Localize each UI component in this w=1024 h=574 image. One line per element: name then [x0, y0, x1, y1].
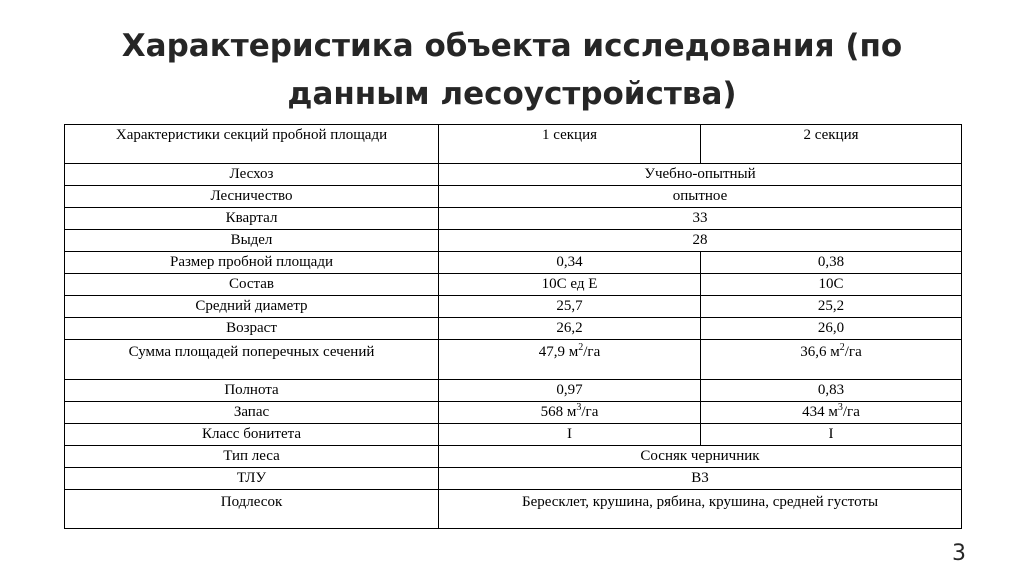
page-number: 3: [952, 541, 966, 566]
row-value-2: 36,6 $м^2/га$: [701, 340, 962, 380]
row-label: Состав: [65, 274, 439, 296]
row-value: Сосняк черничник: [439, 446, 962, 468]
row-label: Средний диаметр: [65, 296, 439, 318]
table-row: [65, 186, 962, 208]
row-label: Тип леса: [65, 446, 439, 468]
row-value: В3: [439, 468, 962, 490]
row-value: 33: [439, 208, 962, 230]
row-value-1: 0,97: [439, 380, 701, 402]
row-value-1: 0,34: [439, 252, 701, 274]
row-value: Учебно-опытный: [439, 164, 962, 186]
row-value-1: 568 $м^3/га$: [439, 402, 701, 424]
table-row: [65, 340, 962, 380]
row-label: Квартал: [65, 208, 439, 230]
table-row: [65, 402, 962, 424]
row-value-1: 25,7: [439, 296, 701, 318]
row-value-1: 26,2: [439, 318, 701, 340]
table-row: [65, 490, 962, 529]
row-value-2: 10С: [701, 274, 962, 296]
row-value-2: 0,38: [701, 252, 962, 274]
row-label: Выдел: [65, 230, 439, 252]
row-value-1: 10С ед Е: [439, 274, 701, 296]
table-row: [65, 468, 962, 490]
row-label: Возраст: [65, 318, 439, 340]
row-label: Класс бонитета: [65, 424, 439, 446]
characteristics-table: [64, 124, 962, 529]
row-value-2: 434 $м^3/га$: [701, 402, 962, 424]
slide-title: [0, 22, 1024, 118]
slide-title-line2: данным лесоустройства): [287, 76, 737, 112]
row-value-2: 26,0: [701, 318, 962, 340]
table-row: [65, 208, 962, 230]
row-label: ТЛУ: [65, 468, 439, 490]
table-row: [65, 164, 962, 186]
row-value-1: I: [439, 424, 701, 446]
row-label: Размер пробной площади: [65, 252, 439, 274]
row-value: Бересклет, крушина, рябина, крушина, средней густоты: [439, 490, 962, 529]
row-value-2: I: [701, 424, 962, 446]
row-value-2: 0,83: [701, 380, 962, 402]
table-row: [65, 318, 962, 340]
table-row: [65, 230, 962, 252]
row-value: 28: [439, 230, 962, 252]
row-label: Подлесок: [65, 490, 439, 529]
row-label: Лесничество: [65, 186, 439, 208]
table-row: [65, 424, 962, 446]
table-row: [65, 380, 962, 402]
row-label: Сумма площадей поперечных сечений: [65, 340, 439, 380]
table-row: [65, 446, 962, 468]
row-label: Лесхоз: [65, 164, 439, 186]
table-row: [65, 296, 962, 318]
slide-title-line1: Характеристика объекта исследования (по: [121, 28, 903, 64]
row-value-2: 25,2: [701, 296, 962, 318]
header-col1: 1 секция: [439, 125, 701, 164]
row-value-1: 47,9 $м^2/га$: [439, 340, 701, 380]
row-label: Полнота: [65, 380, 439, 402]
table-header-row: [65, 125, 962, 164]
table-row: [65, 252, 962, 274]
row-label: Запас: [65, 402, 439, 424]
row-value: опытное: [439, 186, 962, 208]
header-label: Характеристики секций пробной площади: [65, 125, 439, 164]
header-col2: 2 секция: [701, 125, 962, 164]
table-row: [65, 274, 962, 296]
